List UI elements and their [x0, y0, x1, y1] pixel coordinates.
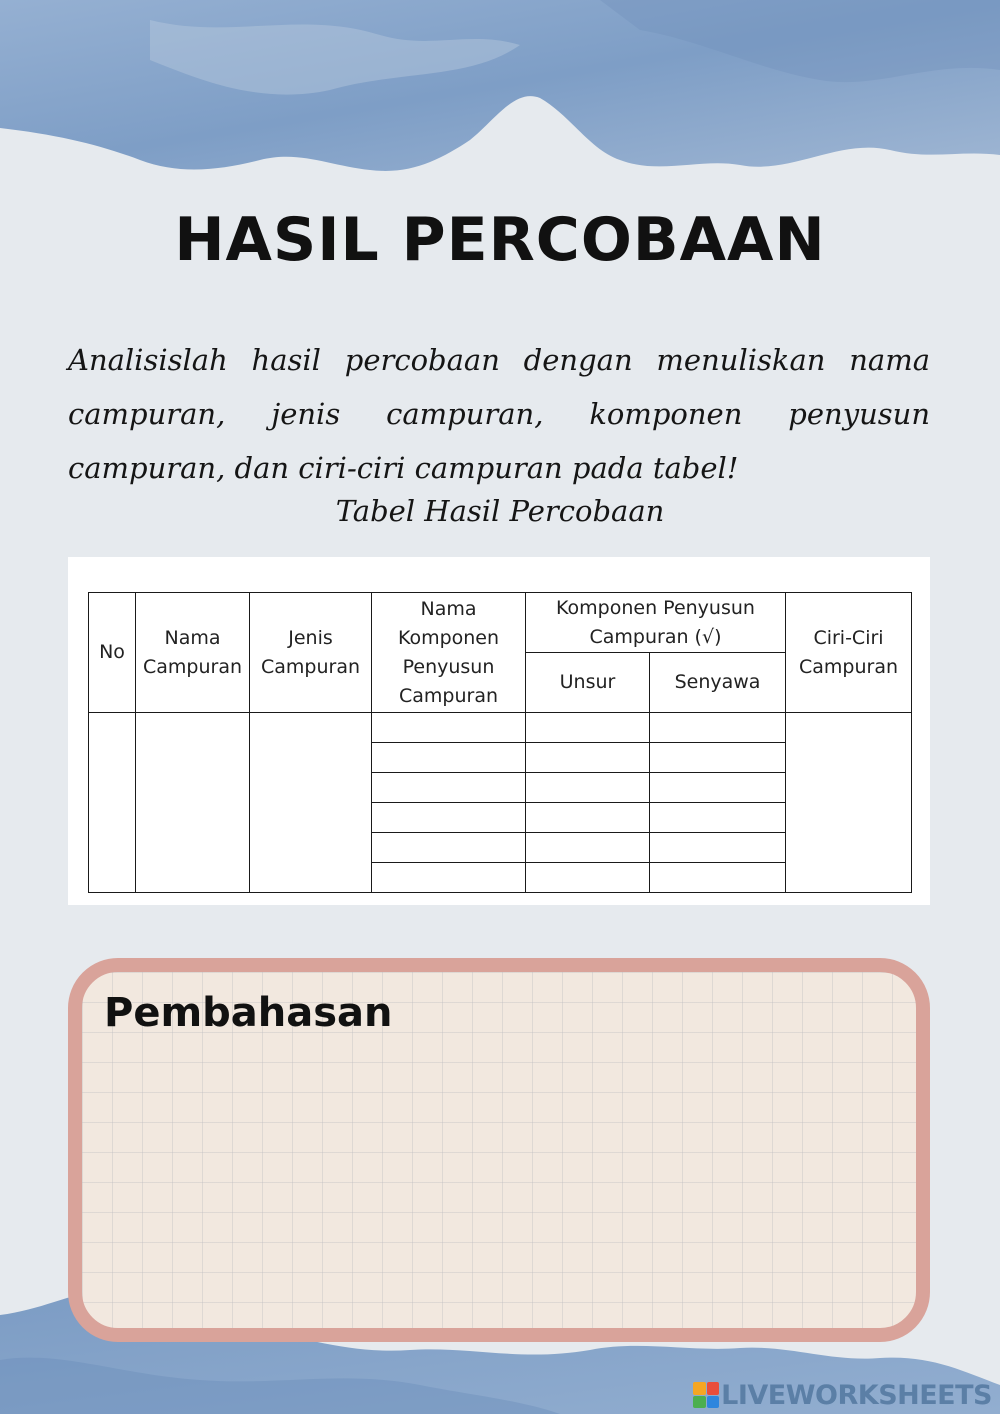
watermark-text: LIVEWORKSHEETS [721, 1379, 992, 1411]
cell-unsur[interactable] [526, 743, 650, 773]
header-komponen-group: Komponen Penyusun Campuran (√) [526, 593, 786, 653]
table-row [89, 713, 912, 743]
cell-jenis-campuran[interactable] [250, 713, 372, 893]
header-nama-komponen: Nama Komponen Penyusun Campuran [372, 593, 526, 713]
header-senyawa: Senyawa [650, 653, 786, 713]
cell-unsur[interactable] [526, 803, 650, 833]
header-nama-campuran: Nama Campuran [136, 593, 250, 713]
cell-komponen[interactable] [372, 833, 526, 863]
cell-no[interactable] [89, 713, 136, 893]
cell-komponen[interactable] [372, 863, 526, 893]
cell-senyawa[interactable] [650, 773, 786, 803]
results-table [88, 592, 912, 893]
cell-senyawa[interactable] [650, 743, 786, 773]
cell-unsur[interactable] [526, 833, 650, 863]
cell-komponen[interactable] [372, 803, 526, 833]
table-caption: Tabel Hasil Percobaan [335, 494, 665, 528]
cell-komponen[interactable] [372, 713, 526, 743]
cell-komponen[interactable] [372, 773, 526, 803]
cell-senyawa[interactable] [650, 863, 786, 893]
cell-nama-campuran[interactable] [136, 713, 250, 893]
cell-komponen[interactable] [372, 743, 526, 773]
cell-senyawa[interactable] [650, 833, 786, 863]
header-unsur: Unsur [526, 653, 650, 713]
cell-senyawa[interactable] [650, 803, 786, 833]
instruction-text: Analisislah hasil percobaan dengan menuliskan nama campuran, jenis campuran, komponen penyusun campuran, dan ciri-ciri campuran pada tabel! [68, 343, 930, 485]
table-panel [68, 557, 930, 905]
header-no: No [89, 593, 136, 713]
discussion-box[interactable] [68, 958, 930, 1342]
cell-unsur[interactable] [526, 773, 650, 803]
header-ciri-ciri: Ciri-Ciri Campuran [786, 593, 912, 713]
liveworksheets-watermark [693, 1380, 992, 1410]
liveworksheets-logo-icon [693, 1382, 719, 1408]
discussion-title: Pembahasan [104, 990, 393, 1036]
header-jenis-campuran: Jenis Campuran [250, 593, 372, 713]
cell-unsur[interactable] [526, 713, 650, 743]
cell-senyawa[interactable] [650, 713, 786, 743]
page-title: HASIL PERCOBAAN [174, 205, 826, 275]
cell-unsur[interactable] [526, 863, 650, 893]
cell-ciri-ciri[interactable] [786, 713, 912, 893]
